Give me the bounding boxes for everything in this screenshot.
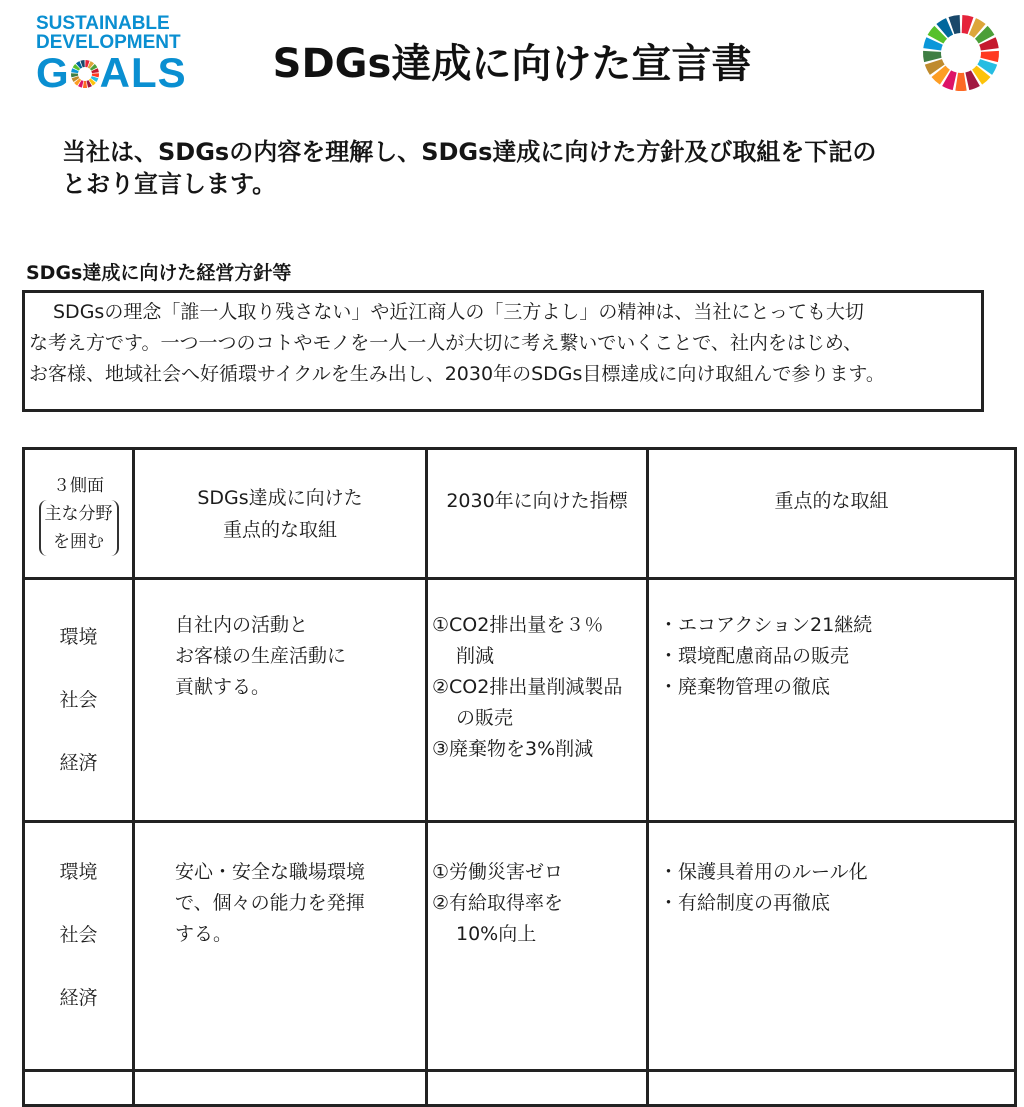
- table-row: [24, 822, 1016, 1071]
- initiative-cell: 安心・安全な職場環境 で、個々の能力を発揮 する。: [134, 822, 427, 1071]
- actions-cell: ・エコアクション21継続 ・環境配慮商品の販売 ・廃棄物管理の徹底: [648, 579, 1016, 822]
- actions-cell: ・保護具着用のルール化 ・有給制度の再徹底: [648, 822, 1016, 1071]
- header-initiative: SDGs達成に向けた 重点的な取組: [134, 449, 427, 579]
- intro-line-2: とおり宣言します。: [62, 170, 277, 198]
- policy-line-2: な考え方です。一つ一つのコトやモノを一人一人が大切に考え繋いでいくことで、社内をはじめ、: [29, 332, 863, 354]
- indicator-cell: ①労働災害ゼロ ②有給取得率を10%向上: [427, 822, 648, 1071]
- initiative-cell: 自社内の活動と お客様の生産活動に 貢献する。: [134, 579, 427, 822]
- aspects-cell: 環境 社会 経済: [24, 822, 134, 1071]
- indicator-cell: ①CO2排出量を３％削減 ②CO2排出量削減製品の販売 ③廃棄物を3%削減: [427, 579, 648, 822]
- logo-line-2: DEVELOPMENT: [36, 32, 181, 53]
- declaration-intro: [62, 136, 992, 200]
- header-aspects: ３側面 主な分野 を囲む: [24, 449, 134, 579]
- aspects-cell: 環境 社会 経済: [24, 579, 134, 822]
- wheel-segment: [955, 73, 966, 91]
- table-header-row: [24, 449, 1016, 579]
- policy-line-3: お客様、地域社会へ好循環サイクルを生み出し、2030年のSDGs目標達成に向け取組んで参ります。: [29, 363, 885, 385]
- header-actions: 重点的な取組: [648, 449, 1016, 579]
- table-row: [24, 579, 1016, 822]
- goals-table: [22, 447, 1017, 1107]
- policy-heading: SDGs達成に向けた経営方針等: [26, 262, 292, 284]
- page-title: SDGs達成に向けた宣言書: [272, 41, 752, 87]
- table-row: [24, 1071, 1016, 1106]
- sdgs-wheel-icon: [921, 13, 1001, 93]
- intro-line-1: 当社は、SDGsの内容を理解し、SDGs達成に向けた方針及び取組を下記の: [62, 138, 877, 166]
- logo-line-1: SUSTAINABLE: [36, 13, 170, 34]
- header-indicator: 2030年に向けた指標: [427, 449, 648, 579]
- policy-box: [22, 290, 984, 412]
- policy-line-1: SDGsの理念「誰一人取り残さない」や近江商人の「三方よし」の精神は、当社にとっても大切: [53, 301, 864, 323]
- logo-line-3: G ALS: [36, 49, 187, 96]
